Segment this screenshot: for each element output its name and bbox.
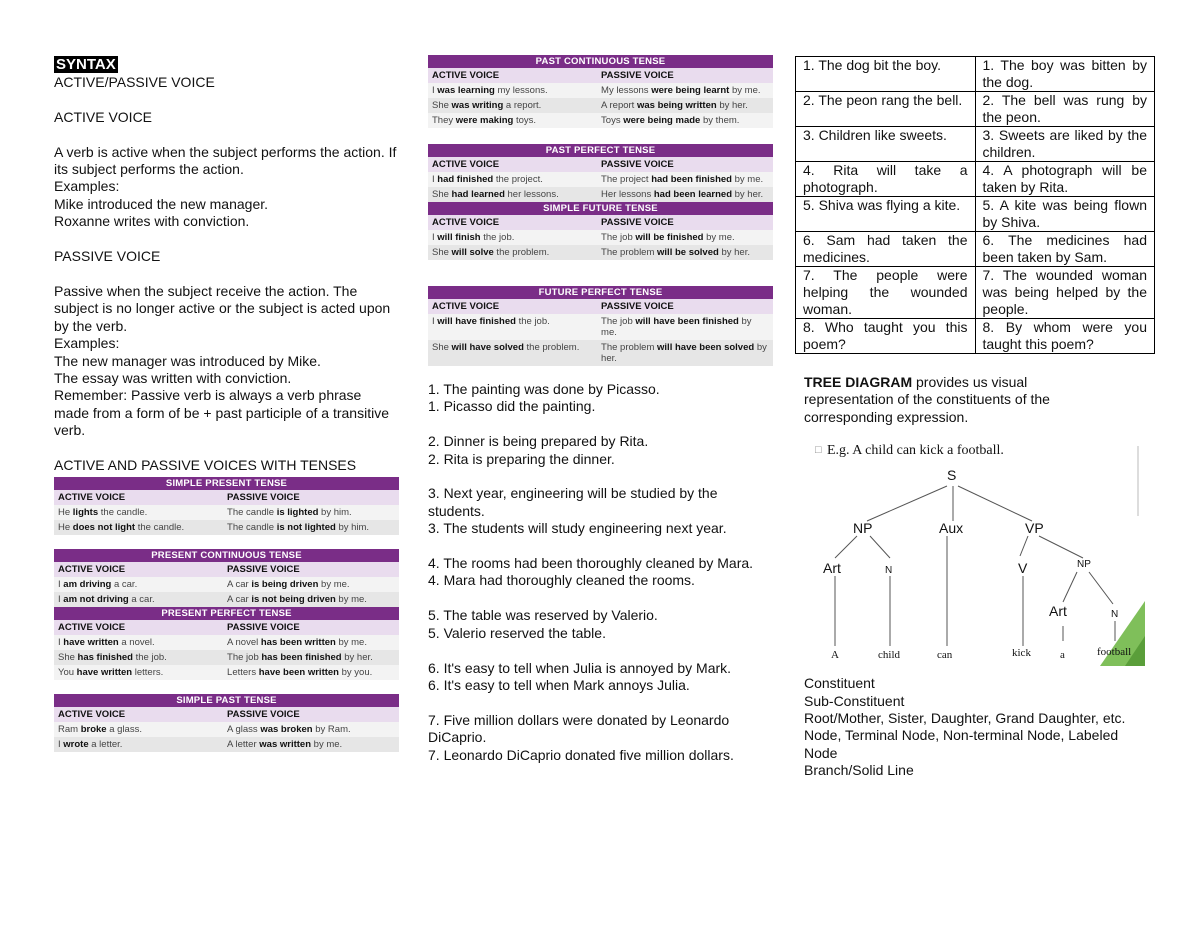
table-row — [428, 187, 773, 202]
passive-voice-header: PASSIVE VOICE — [597, 215, 773, 230]
active-sentence: I had finished the project. — [428, 172, 597, 187]
active-sentence: He does not light the candle. — [54, 520, 223, 535]
active-sentence: He lights the candle. — [54, 505, 223, 520]
tense-title-row — [54, 607, 399, 620]
tense-table — [428, 202, 773, 260]
tense-title: SIMPLE PRESENT TENSE — [54, 477, 399, 490]
pair-row — [796, 57, 1155, 92]
node-NP: NP — [853, 520, 873, 537]
active-voice-header: ACTIVE VOICE — [54, 620, 223, 635]
passive-sentence: 2. The bell was rung by the peon. — [975, 92, 1155, 127]
word-can: can — [937, 649, 953, 662]
passive-sentence: 1. The boy was bitten by the dog. — [975, 57, 1155, 92]
tense-tables-left — [54, 477, 399, 752]
tense-table — [428, 286, 773, 366]
active-sentence: She had learned her lessons. — [428, 187, 597, 202]
passive-voice-header: PASSIVE VOICE — [223, 562, 399, 577]
pair-row — [796, 162, 1155, 197]
table-row — [428, 230, 773, 245]
active-voice-header: ACTIVE VOICE — [428, 299, 597, 314]
table-row — [54, 665, 399, 680]
node-Aux: Aux — [939, 520, 964, 537]
table-row — [428, 340, 773, 366]
tense-header-row — [428, 299, 773, 314]
active-sentence: I was learning my lessons. — [428, 83, 597, 98]
node-Art: Art — [823, 560, 841, 577]
active-sentence: I am driving a car. — [54, 577, 223, 592]
active-sentence: 5. Shiva was flying a kite. — [796, 197, 976, 232]
table-row — [428, 83, 773, 98]
pair-row — [796, 127, 1155, 162]
tense-table — [428, 55, 773, 128]
pair-row — [796, 92, 1155, 127]
tense-header-row — [54, 620, 399, 635]
tense-header-row — [428, 157, 773, 172]
active-sentence: She will solve the problem. — [428, 245, 597, 260]
table-row — [428, 113, 773, 128]
passive-sentence: Letters have been written by you. — [223, 665, 399, 680]
table-row — [428, 245, 773, 260]
passive-voice-header: PASSIVE VOICE — [223, 620, 399, 635]
passive-sentence: The candle is lighted by him. — [223, 505, 399, 520]
tree-diagram-description — [795, 374, 1104, 426]
tree-diagram-title: TREE DIAGRAM — [804, 374, 913, 390]
tense-title: PAST PERFECT TENSE — [428, 144, 773, 157]
word-a: A — [831, 649, 839, 662]
table-row — [54, 650, 399, 665]
active-sentence: 3. Children like sweets. — [796, 127, 976, 162]
passive-voice-header: PASSIVE VOICE — [223, 707, 399, 722]
node-V: V — [1018, 560, 1028, 577]
table-row — [428, 314, 773, 340]
active-sentence: I am not driving a car. — [54, 592, 223, 607]
active-sentence: She has finished the job. — [54, 650, 223, 665]
tense-table — [54, 607, 399, 680]
passive-sentence: The problem will be solved by her. — [597, 245, 773, 260]
column-middle — [428, 55, 773, 764]
pair-row — [796, 232, 1155, 267]
tense-title: FUTURE PERFECT TENSE — [428, 286, 773, 299]
active-sentence: 2. The peon rang the bell. — [796, 92, 976, 127]
active-passive-pairs-table — [795, 56, 1155, 354]
bullet-icon: □ — [815, 444, 822, 457]
passive-voice-header: PASSIVE VOICE — [597, 68, 773, 83]
passive-sentence: A car is not being driven by me. — [223, 592, 399, 607]
passive-voice-header: PASSIVE VOICE — [597, 157, 773, 172]
passive-voice-header: PASSIVE VOICE — [223, 490, 399, 505]
tense-header-row — [428, 215, 773, 230]
passive-sentence: 3. Sweets are liked by the children. — [975, 127, 1155, 162]
passive-sentence: My lessons were being learnt by me. — [597, 83, 773, 98]
tense-title: PRESENT CONTINUOUS TENSE — [54, 549, 399, 562]
passive-sentence: 6. The medicines had been taken by Sam. — [975, 232, 1155, 267]
tense-title-row — [428, 202, 773, 215]
tree-diagram-text: provides us visual representation of the constituents of the corresponding expression. — [804, 374, 1054, 425]
column-right — [795, 56, 1155, 780]
word-football: football — [1097, 646, 1132, 659]
passive-sentence: A novel has been written by me. — [223, 635, 399, 650]
word-child: child — [878, 649, 900, 662]
node-N2: N — [1111, 609, 1119, 621]
passive-sentence: A glass was broken by Ram. — [223, 722, 399, 737]
passive-sentence: The problem will have been solved by her. — [597, 340, 773, 366]
tree-example: E.g. A child can kick a football. — [827, 443, 1004, 459]
passive-sentence: A report was being written by her. — [597, 98, 773, 113]
passive-voice-header: PASSIVE VOICE — [597, 299, 773, 314]
tense-title-row — [428, 144, 773, 157]
active-sentence: I have written a novel. — [54, 635, 223, 650]
passive-sentence: A car is being driven by me. — [223, 577, 399, 592]
tense-table — [54, 549, 399, 607]
tense-title-row — [428, 286, 773, 299]
active-sentence: Ram broke a glass. — [54, 722, 223, 737]
column-left — [54, 56, 399, 752]
active-sentence: I wrote a letter. — [54, 737, 223, 752]
passive-sentence: 8. By whom were you taught this poem? — [975, 319, 1155, 354]
pair-row — [796, 267, 1155, 319]
voice-explanation: ACTIVE/PASSIVE VOICE ACTIVE VOICE A verb is active when the subject performs the action. If its subject performs the action. Examples: Mike introduced the new manager. Roxanne writes with conviction. PASSIVE VOICE Passive when the subject receive the action. The subject is no longer active or the subject is acted upon by the verb. Examples: The new manager was introduced by Mike. The essay was written with conviction. Remember: Passive verb is always a verb phrase made from a form of be + past participle of a transitive verb. ACTIVE AND PASSIVE VOICES WITH TENSES — [54, 74, 397, 473]
node-NP2: NP — [1077, 559, 1091, 571]
table-row — [54, 520, 399, 535]
tense-title-row — [54, 477, 399, 490]
syntax-heading: SYNTAX — [56, 56, 116, 73]
node-N: N — [885, 565, 893, 577]
table-row — [428, 172, 773, 187]
tense-title: SIMPLE FUTURE TENSE — [428, 202, 773, 215]
table-row — [54, 577, 399, 592]
tense-table — [428, 144, 773, 202]
tense-title-row — [428, 55, 773, 68]
pair-row — [796, 197, 1155, 232]
active-voice-header: ACTIVE VOICE — [54, 707, 223, 722]
active-voice-header: ACTIVE VOICE — [428, 68, 597, 83]
node-S: S — [947, 467, 957, 484]
example-sentences: 1. The painting was done by Picasso. 1. Picasso did the painting. 2. Dinner is being prepared by Rita. 2. Rita is preparing the dinner. 3. Next year, engineering will be studied by the students. 3. The students will study engineering next year. 4. The rooms had been thoroughly cleaned by Mara. 4. Mara had thoroughly cleaned the rooms. 5. The table was reserved by Valerio. 5. Valerio reserved the table. 6. It's easy to tell when Julia is annoyed by Mark. 6. It's easy to tell when Mark annoys Julia. 7. Five million dollars were donated by Leonardo DiCaprio. 7. Leonardo DiCaprio donated five million dollars. — [428, 381, 754, 763]
passive-sentence: The project had been finished by me. — [597, 172, 773, 187]
passive-sentence: The candle is not lighted by him. — [223, 520, 399, 535]
passive-sentence: Her lessons had been learned by her. — [597, 187, 773, 202]
tense-table — [54, 694, 399, 752]
active-sentence: They were making toys. — [428, 113, 597, 128]
table-row — [54, 592, 399, 607]
passive-sentence: The job will have been finished by me. — [597, 314, 773, 340]
active-sentence: You have written letters. — [54, 665, 223, 680]
tense-header-row — [428, 68, 773, 83]
table-row — [54, 505, 399, 520]
passive-sentence: 5. A kite was being flown by Shiva. — [975, 197, 1155, 232]
pair-row — [796, 319, 1155, 354]
tense-tables-middle — [428, 55, 773, 366]
tense-title: SIMPLE PAST TENSE — [54, 694, 399, 707]
active-voice-header: ACTIVE VOICE — [428, 157, 597, 172]
active-sentence: 1. The dog bit the boy. — [796, 57, 976, 92]
active-sentence: I will finish the job. — [428, 230, 597, 245]
tense-header-row — [54, 707, 399, 722]
active-sentence: 6. Sam had taken the medicines. — [796, 232, 976, 267]
active-voice-header: ACTIVE VOICE — [54, 490, 223, 505]
passive-sentence: Toys were being made by them. — [597, 113, 773, 128]
active-sentence: 8. Who taught you this poem? — [796, 319, 976, 354]
tense-header-row — [54, 562, 399, 577]
table-row — [54, 722, 399, 737]
tense-header-row — [54, 490, 399, 505]
active-sentence: 4. Rita will take a photograph. — [796, 162, 976, 197]
tense-table — [54, 477, 399, 535]
active-sentence: She was writing a report. — [428, 98, 597, 113]
word-kick: kick — [1012, 647, 1031, 660]
active-voice-header: ACTIVE VOICE — [428, 215, 597, 230]
tense-title-row — [54, 694, 399, 707]
passive-sentence: A letter was written by me. — [223, 737, 399, 752]
word-a2: a — [1060, 649, 1065, 662]
table-row — [428, 98, 773, 113]
tense-title-row — [54, 549, 399, 562]
tree-diagram — [795, 436, 1140, 671]
table-row — [54, 737, 399, 752]
passive-sentence: 4. A photograph will be taken by Rita. — [975, 162, 1155, 197]
passive-sentence: 7. The wounded woman was being helped by the people. — [975, 267, 1155, 319]
tree-diagram-svg — [795, 436, 1145, 671]
node-VP: VP — [1025, 520, 1044, 537]
passive-sentence: The job has been finished by her. — [223, 650, 399, 665]
tense-title: PRESENT PERFECT TENSE — [54, 607, 399, 620]
active-sentence: 7. The people were helping the wounded woman. — [796, 267, 976, 319]
active-sentence: I will have finished the job. — [428, 314, 597, 340]
active-sentence: She will have solved the problem. — [428, 340, 597, 366]
node-Art2: Art — [1049, 603, 1067, 620]
active-voice-header: ACTIVE VOICE — [54, 562, 223, 577]
passive-sentence: The job will be finished by me. — [597, 230, 773, 245]
tense-title: PAST CONTINUOUS TENSE — [428, 55, 773, 68]
tree-terms: Constituent Sub-Constituent Root/Mother, Sister, Daughter, Grand Daughter, etc. Node, Terminal Node, Non-terminal Node, Labeled Node Branch/Solid Line — [804, 675, 1126, 779]
table-row — [54, 635, 399, 650]
